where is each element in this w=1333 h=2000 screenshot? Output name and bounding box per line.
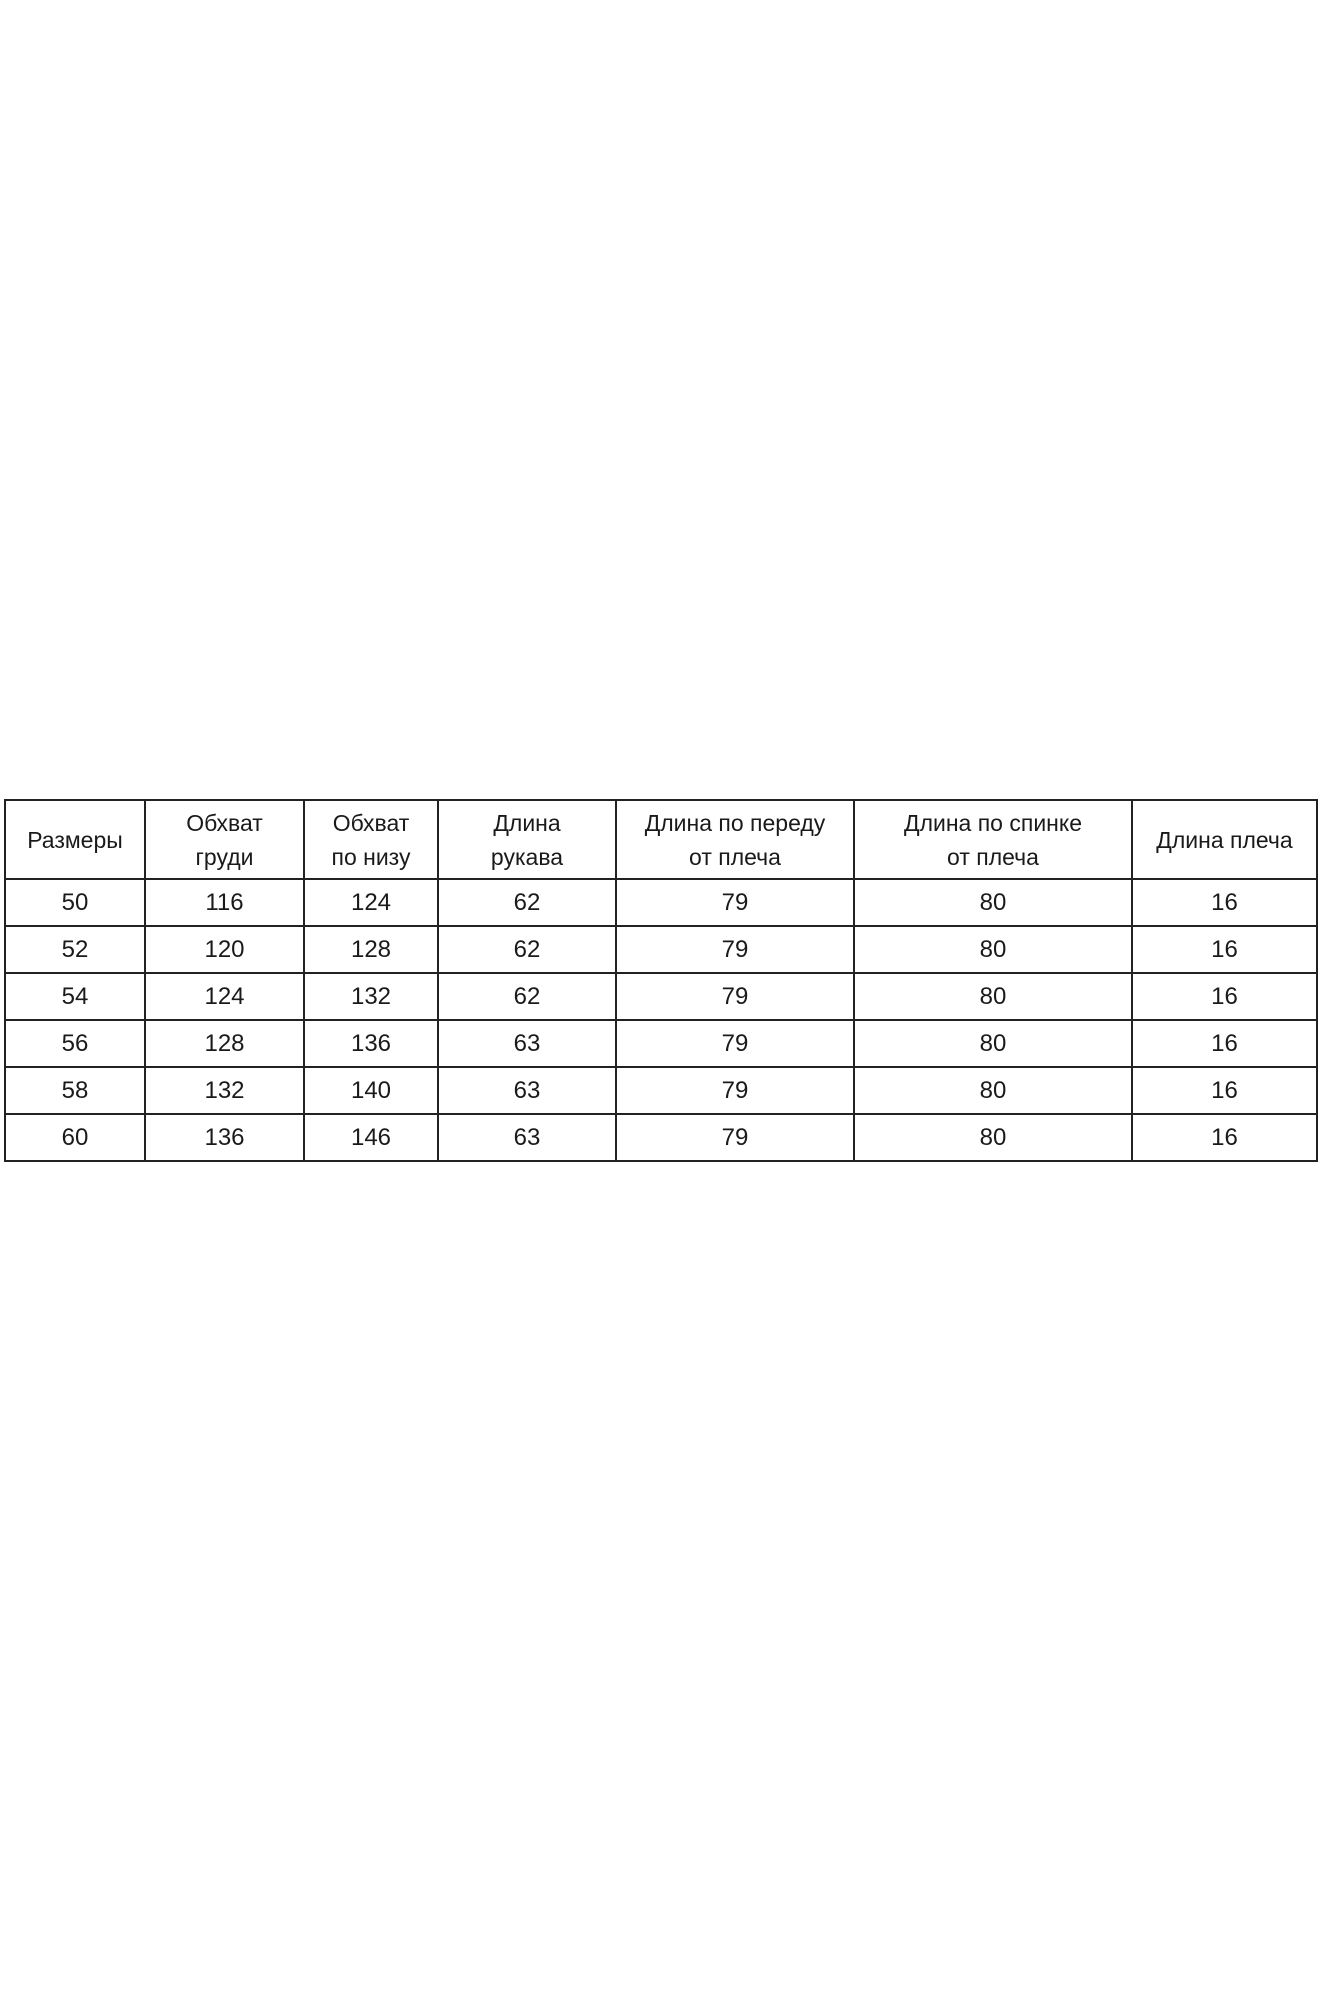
- cell-shoulder-length: 16: [1132, 973, 1317, 1020]
- cell-back-length: 80: [854, 926, 1132, 973]
- cell-sleeve-length: 62: [438, 926, 616, 973]
- cell-shoulder-length: 16: [1132, 1020, 1317, 1067]
- cell-shoulder-length: 16: [1132, 1067, 1317, 1114]
- cell-chest-girth: 116: [145, 879, 304, 926]
- header-hem-girth: [304, 800, 438, 879]
- cell-shoulder-length: 16: [1132, 926, 1317, 973]
- cell-chest-girth: 124: [145, 973, 304, 1020]
- cell-back-length: 80: [854, 1020, 1132, 1067]
- header-text: от плеча: [947, 843, 1039, 870]
- header-text: рукава: [490, 843, 564, 870]
- cell-front-length: 79: [616, 973, 854, 1020]
- cell-front-length: 79: [616, 1020, 854, 1067]
- header-text: Обхват: [186, 809, 263, 836]
- header-text: Длина плеча: [1156, 826, 1293, 853]
- header-sizes: [5, 800, 145, 879]
- cell-sleeve-length: 63: [438, 1114, 616, 1161]
- cell-shoulder-length: 16: [1132, 879, 1317, 926]
- header-back-length: [854, 800, 1132, 879]
- header-chest-girth: [145, 800, 304, 879]
- header-text: Обхват: [332, 809, 410, 836]
- cell-sleeve-length: 62: [438, 973, 616, 1020]
- cell-hem-girth: 124: [304, 879, 438, 926]
- cell-hem-girth: 146: [304, 1114, 438, 1161]
- cell-sleeve-length: 63: [438, 1020, 616, 1067]
- cell-front-length: 79: [616, 926, 854, 973]
- header-text: Длина: [493, 809, 561, 836]
- cell-front-length: 79: [616, 879, 854, 926]
- cell-back-length: 80: [854, 1067, 1132, 1114]
- cell-front-length: 79: [616, 1067, 854, 1114]
- header-text: от плеча: [689, 843, 781, 870]
- header-shoulder-length: [1132, 800, 1317, 879]
- table-row: [5, 1020, 1317, 1067]
- cell-size: 50: [5, 879, 145, 926]
- size-chart-table: [4, 799, 1318, 1162]
- cell-chest-girth: 132: [145, 1067, 304, 1114]
- header-text: Длина по спинке: [904, 809, 1082, 836]
- header-text: груди: [195, 843, 254, 870]
- cell-size: 54: [5, 973, 145, 1020]
- cell-hem-girth: 140: [304, 1067, 438, 1114]
- cell-size: 60: [5, 1114, 145, 1161]
- header-front-length: [616, 800, 854, 879]
- cell-sleeve-length: 62: [438, 879, 616, 926]
- cell-back-length: 80: [854, 973, 1132, 1020]
- cell-size: 52: [5, 926, 145, 973]
- cell-size: 58: [5, 1067, 145, 1114]
- header-text: по низу: [331, 843, 411, 870]
- cell-size: 56: [5, 1020, 145, 1067]
- cell-sleeve-length: 63: [438, 1067, 616, 1114]
- table-row: [5, 879, 1317, 926]
- cell-hem-girth: 128: [304, 926, 438, 973]
- table-row: [5, 973, 1317, 1020]
- cell-front-length: 79: [616, 1114, 854, 1161]
- cell-shoulder-length: 16: [1132, 1114, 1317, 1161]
- header-row: [5, 800, 1317, 879]
- header-text: Размеры: [27, 826, 123, 853]
- cell-chest-girth: 120: [145, 926, 304, 973]
- cell-back-length: 80: [854, 1114, 1132, 1161]
- header-text: Длина по переду: [644, 809, 826, 836]
- cell-hem-girth: 136: [304, 1020, 438, 1067]
- cell-chest-girth: 128: [145, 1020, 304, 1067]
- table-row: [5, 926, 1317, 973]
- table-row: [5, 1114, 1317, 1161]
- cell-hem-girth: 132: [304, 973, 438, 1020]
- header-sleeve-length: [438, 800, 616, 879]
- cell-back-length: 80: [854, 879, 1132, 926]
- table-row: [5, 1067, 1317, 1114]
- cell-chest-girth: 136: [145, 1114, 304, 1161]
